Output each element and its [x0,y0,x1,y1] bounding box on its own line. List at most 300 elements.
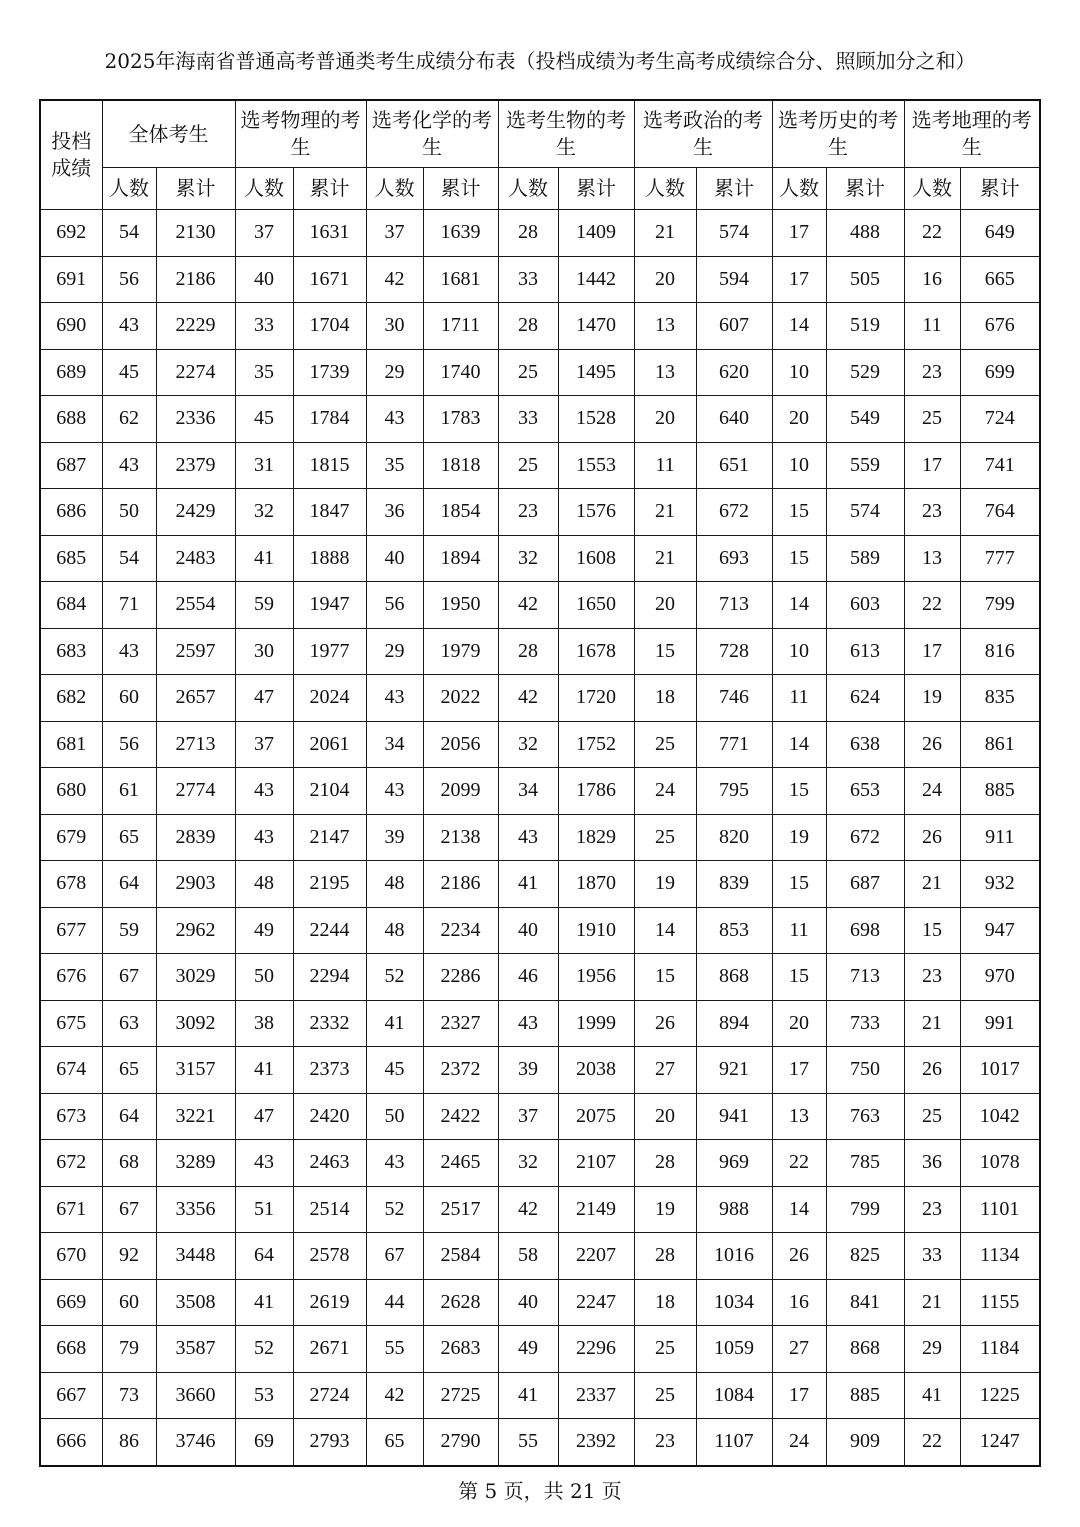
cumulative-cell: 816 [960,628,1040,675]
count-cell: 37 [235,210,293,257]
cumulative-cell: 835 [960,675,1040,722]
cumulative-cell: 613 [826,628,904,675]
count-cell: 16 [904,256,960,303]
count-cell: 15 [772,861,826,908]
cumulative-cell: 603 [826,582,904,629]
score-cell: 668 [40,1326,102,1373]
cumulative-cell: 2429 [156,489,235,536]
count-cell: 54 [102,210,156,257]
cumulative-cell: 2725 [423,1372,498,1419]
count-cell: 43 [235,768,293,815]
count-cell: 60 [102,675,156,722]
cumulative-cell: 3587 [156,1326,235,1373]
cumulative-cell: 1818 [423,442,498,489]
cumulative-cell: 1739 [293,349,366,396]
table-row [40,256,1040,303]
cumulative-cell: 2104 [293,768,366,815]
cumulative-cell: 672 [826,814,904,861]
cumulative-cell: 853 [696,907,772,954]
cumulative-cell: 488 [826,210,904,257]
score-cell: 669 [40,1279,102,1326]
count-cell: 29 [366,349,423,396]
count-cell: 43 [366,675,423,722]
count-cell: 56 [102,256,156,303]
table-row [40,1326,1040,1373]
count-header: 人数 [235,168,293,210]
cumulative-cell: 777 [960,535,1040,582]
cumulative-cell: 2107 [558,1140,634,1187]
count-cell: 41 [235,1279,293,1326]
cumulative-cell: 841 [826,1279,904,1326]
count-cell: 17 [772,1372,826,1419]
cumulative-cell: 2336 [156,396,235,443]
cumulative-cell: 1495 [558,349,634,396]
table-row [40,349,1040,396]
score-cell: 672 [40,1140,102,1187]
cumulative-cell: 519 [826,303,904,350]
cumulative-cell: 868 [696,954,772,1001]
cumulative-cell: 3746 [156,1419,235,1466]
count-cell: 41 [235,1047,293,1094]
cumulative-cell: 3448 [156,1233,235,1280]
count-cell: 67 [102,1186,156,1233]
count-cell: 54 [102,535,156,582]
count-cell: 52 [235,1326,293,1373]
count-cell: 33 [498,256,558,303]
cumulative-cell: 1639 [423,210,498,257]
count-cell: 19 [634,861,696,908]
count-cell: 23 [634,1419,696,1466]
table-row [40,442,1040,489]
score-cell: 692 [40,210,102,257]
cumulative-header: 累计 [156,168,235,210]
cumulative-cell: 1576 [558,489,634,536]
cumulative-header: 累计 [293,168,366,210]
cumulative-cell: 1950 [423,582,498,629]
cumulative-cell: 746 [696,675,772,722]
cumulative-cell: 1016 [696,1233,772,1280]
count-cell: 43 [366,396,423,443]
score-cell: 690 [40,303,102,350]
cumulative-cell: 2554 [156,582,235,629]
count-cell: 20 [634,256,696,303]
cumulative-header: 累计 [826,168,904,210]
cumulative-cell: 2286 [423,954,498,1001]
cumulative-cell: 2683 [423,1326,498,1373]
count-cell: 52 [366,954,423,1001]
count-cell: 67 [366,1233,423,1280]
cumulative-cell: 1740 [423,349,498,396]
cumulative-cell: 2793 [293,1419,366,1466]
score-cell: 679 [40,814,102,861]
table-row [40,675,1040,722]
table-row [40,1093,1040,1140]
table-row [40,861,1040,908]
table-row [40,1233,1040,1280]
count-cell: 47 [235,675,293,722]
table-row [40,396,1040,443]
table-row [40,210,1040,257]
count-cell: 63 [102,1000,156,1047]
table-row [40,535,1040,582]
cumulative-cell: 2234 [423,907,498,954]
cumulative-cell: 1786 [558,768,634,815]
count-cell: 32 [498,535,558,582]
cumulative-cell: 693 [696,535,772,582]
cumulative-cell: 2099 [423,768,498,815]
count-cell: 28 [634,1233,696,1280]
cumulative-cell: 559 [826,442,904,489]
cumulative-cell: 2372 [423,1047,498,1094]
cumulative-cell: 529 [826,349,904,396]
cumulative-cell: 2244 [293,907,366,954]
cumulative-cell: 2463 [293,1140,366,1187]
count-cell: 15 [634,954,696,1001]
count-cell: 41 [235,535,293,582]
cumulative-cell: 2337 [558,1372,634,1419]
cumulative-cell: 750 [826,1047,904,1094]
cumulative-cell: 2517 [423,1186,498,1233]
cumulative-cell: 921 [696,1047,772,1094]
document-title: 2025年海南省普通高考普通类考生成绩分布表（投档成绩为考生高考成绩综合分、照顾加分之和） [104,49,976,73]
table-row [40,768,1040,815]
table-row [40,1372,1040,1419]
count-cell: 20 [772,1000,826,1047]
count-cell: 58 [498,1233,558,1280]
count-cell: 50 [102,489,156,536]
count-cell: 33 [498,396,558,443]
cumulative-cell: 1720 [558,675,634,722]
count-cell: 24 [634,768,696,815]
count-cell: 86 [102,1419,156,1466]
cumulative-cell: 2056 [423,721,498,768]
count-cell: 27 [634,1047,696,1094]
count-cell: 25 [498,349,558,396]
count-cell: 28 [634,1140,696,1187]
count-cell: 45 [102,349,156,396]
cumulative-cell: 2149 [558,1186,634,1233]
cumulative-cell: 3092 [156,1000,235,1047]
cumulative-cell: 1678 [558,628,634,675]
count-cell: 38 [235,1000,293,1047]
count-cell: 33 [235,303,293,350]
count-cell: 48 [235,861,293,908]
group-header-history: 选考历史的考生 [772,100,904,168]
cumulative-cell: 1999 [558,1000,634,1047]
score-cell: 670 [40,1233,102,1280]
cumulative-cell: 607 [696,303,772,350]
count-cell: 67 [102,954,156,1001]
count-cell: 73 [102,1372,156,1419]
count-cell: 43 [235,1140,293,1187]
cumulative-header: 累计 [960,168,1040,210]
count-cell: 29 [904,1326,960,1373]
table-body [40,210,1040,1466]
count-cell: 65 [102,814,156,861]
count-cell: 35 [235,349,293,396]
count-cell: 11 [904,303,960,350]
cumulative-cell: 574 [696,210,772,257]
cumulative-cell: 932 [960,861,1040,908]
table-row [40,1186,1040,1233]
cumulative-cell: 2024 [293,675,366,722]
count-cell: 28 [498,628,558,675]
cumulative-cell: 2619 [293,1279,366,1326]
cumulative-cell: 1979 [423,628,498,675]
count-cell: 50 [235,954,293,1001]
cumulative-cell: 2186 [156,256,235,303]
cumulative-cell: 1671 [293,256,366,303]
cumulative-cell: 1608 [558,535,634,582]
cumulative-cell: 2327 [423,1000,498,1047]
cumulative-cell: 839 [696,861,772,908]
count-cell: 46 [498,954,558,1001]
table-row [40,721,1040,768]
score-cell: 676 [40,954,102,1001]
score-cell: 684 [40,582,102,629]
count-cell: 17 [904,628,960,675]
header-row-groups [40,100,1040,168]
count-cell: 25 [634,1326,696,1373]
cumulative-cell: 885 [960,768,1040,815]
cumulative-cell: 3029 [156,954,235,1001]
count-cell: 23 [904,954,960,1001]
count-cell: 26 [904,721,960,768]
count-cell: 42 [366,1372,423,1419]
cumulative-cell: 665 [960,256,1040,303]
count-cell: 43 [102,303,156,350]
score-cell: 667 [40,1372,102,1419]
cumulative-cell: 2713 [156,721,235,768]
cumulative-cell: 1528 [558,396,634,443]
cumulative-cell: 1553 [558,442,634,489]
count-cell: 13 [634,349,696,396]
cumulative-cell: 733 [826,1000,904,1047]
count-cell: 24 [904,768,960,815]
count-cell: 56 [102,721,156,768]
count-cell: 41 [366,1000,423,1047]
count-cell: 55 [366,1326,423,1373]
table-row [40,582,1040,629]
count-header: 人数 [634,168,696,210]
cumulative-cell: 2578 [293,1233,366,1280]
count-cell: 44 [366,1279,423,1326]
cumulative-cell: 785 [826,1140,904,1187]
cumulative-cell: 2038 [558,1047,634,1094]
cumulative-cell: 1847 [293,489,366,536]
cumulative-cell: 2514 [293,1186,366,1233]
score-cell: 677 [40,907,102,954]
count-cell: 15 [634,628,696,675]
cumulative-cell: 2962 [156,907,235,954]
count-cell: 28 [498,303,558,350]
count-cell: 50 [366,1093,423,1140]
group-header-politics: 选考政治的考生 [634,100,772,168]
count-cell: 20 [772,396,826,443]
count-cell: 42 [498,1186,558,1233]
count-cell: 48 [366,907,423,954]
count-cell: 39 [366,814,423,861]
count-cell: 26 [904,814,960,861]
count-cell: 60 [102,1279,156,1326]
count-cell: 31 [235,442,293,489]
cumulative-cell: 1888 [293,535,366,582]
count-cell: 48 [366,861,423,908]
cumulative-cell: 713 [696,582,772,629]
count-cell: 24 [772,1419,826,1466]
cumulative-cell: 3157 [156,1047,235,1094]
cumulative-cell: 1681 [423,256,498,303]
count-cell: 20 [634,396,696,443]
score-cell: 686 [40,489,102,536]
cumulative-cell: 2903 [156,861,235,908]
score-cell: 691 [40,256,102,303]
count-cell: 43 [102,442,156,489]
count-cell: 14 [772,303,826,350]
group-header-physics: 选考物理的考生 [235,100,366,168]
cumulative-cell: 1783 [423,396,498,443]
count-cell: 36 [366,489,423,536]
cumulative-cell: 1017 [960,1047,1040,1094]
count-cell: 64 [235,1233,293,1280]
cumulative-cell: 1034 [696,1279,772,1326]
count-header: 人数 [498,168,558,210]
score-cell: 681 [40,721,102,768]
cumulative-cell: 2392 [558,1419,634,1466]
cumulative-cell: 1042 [960,1093,1040,1140]
cumulative-cell: 1711 [423,303,498,350]
cumulative-cell: 1870 [558,861,634,908]
count-cell: 29 [366,628,423,675]
cumulative-cell: 771 [696,721,772,768]
cumulative-cell: 1784 [293,396,366,443]
count-cell: 15 [772,535,826,582]
cumulative-cell: 894 [696,1000,772,1047]
count-cell: 25 [904,396,960,443]
cumulative-cell: 2465 [423,1140,498,1187]
cumulative-cell: 1829 [558,814,634,861]
cumulative-cell: 1078 [960,1140,1040,1187]
count-cell: 37 [235,721,293,768]
count-cell: 55 [498,1419,558,1466]
cumulative-cell: 3289 [156,1140,235,1187]
cumulative-cell: 574 [826,489,904,536]
count-cell: 40 [498,907,558,954]
group-header-biology: 选考生物的考生 [498,100,634,168]
cumulative-cell: 699 [960,349,1040,396]
cumulative-cell: 799 [826,1186,904,1233]
cumulative-cell: 2061 [293,721,366,768]
count-cell: 41 [904,1372,960,1419]
cumulative-cell: 2422 [423,1093,498,1140]
cumulative-cell: 820 [696,814,772,861]
count-cell: 15 [904,907,960,954]
cumulative-cell: 1442 [558,256,634,303]
cumulative-cell: 2373 [293,1047,366,1094]
count-header: 人数 [772,168,826,210]
count-cell: 23 [498,489,558,536]
cumulative-cell: 741 [960,442,1040,489]
count-cell: 40 [498,1279,558,1326]
cumulative-cell: 764 [960,489,1040,536]
cumulative-cell: 2628 [423,1279,498,1326]
count-cell: 22 [904,1419,960,1466]
count-cell: 14 [772,1186,826,1233]
cumulative-cell: 505 [826,256,904,303]
count-cell: 30 [366,303,423,350]
count-cell: 17 [772,256,826,303]
count-cell: 52 [366,1186,423,1233]
count-cell: 32 [498,1140,558,1187]
table-row [40,489,1040,536]
cumulative-cell: 947 [960,907,1040,954]
count-cell: 39 [498,1047,558,1094]
count-cell: 42 [498,582,558,629]
cumulative-cell: 2195 [293,861,366,908]
count-cell: 59 [102,907,156,954]
count-cell: 35 [366,442,423,489]
cumulative-cell: 2274 [156,349,235,396]
table-row [40,954,1040,1001]
cumulative-cell: 1059 [696,1326,772,1373]
score-cell: 674 [40,1047,102,1094]
group-header-geography: 选考地理的考生 [904,100,1040,168]
count-cell: 92 [102,1233,156,1280]
count-cell: 47 [235,1093,293,1140]
count-cell: 37 [366,210,423,257]
count-cell: 43 [366,768,423,815]
count-cell: 19 [772,814,826,861]
cumulative-cell: 1947 [293,582,366,629]
cumulative-cell: 909 [826,1419,904,1466]
cumulative-cell: 970 [960,954,1040,1001]
cumulative-cell: 2186 [423,861,498,908]
count-cell: 37 [498,1093,558,1140]
count-cell: 61 [102,768,156,815]
cumulative-cell: 3660 [156,1372,235,1419]
count-cell: 17 [904,442,960,489]
count-cell: 19 [904,675,960,722]
cumulative-cell: 1409 [558,210,634,257]
score-cell: 678 [40,861,102,908]
cumulative-cell: 2294 [293,954,366,1001]
table-row [40,303,1040,350]
count-cell: 11 [772,907,826,954]
cumulative-cell: 2147 [293,814,366,861]
score-cell: 687 [40,442,102,489]
table-row [40,628,1040,675]
count-cell: 20 [634,1093,696,1140]
table-row [40,1279,1040,1326]
count-cell: 16 [772,1279,826,1326]
count-cell: 23 [904,489,960,536]
count-cell: 43 [366,1140,423,1187]
cumulative-cell: 676 [960,303,1040,350]
cumulative-cell: 2379 [156,442,235,489]
cumulative-cell: 1910 [558,907,634,954]
cumulative-cell: 2657 [156,675,235,722]
count-cell: 43 [498,1000,558,1047]
score-cell: 683 [40,628,102,675]
count-cell: 25 [634,721,696,768]
count-cell: 34 [498,768,558,815]
count-cell: 33 [904,1233,960,1280]
count-cell: 28 [498,210,558,257]
cumulative-cell: 698 [826,907,904,954]
count-cell: 27 [772,1326,826,1373]
count-header: 人数 [102,168,156,210]
cumulative-cell: 2130 [156,210,235,257]
